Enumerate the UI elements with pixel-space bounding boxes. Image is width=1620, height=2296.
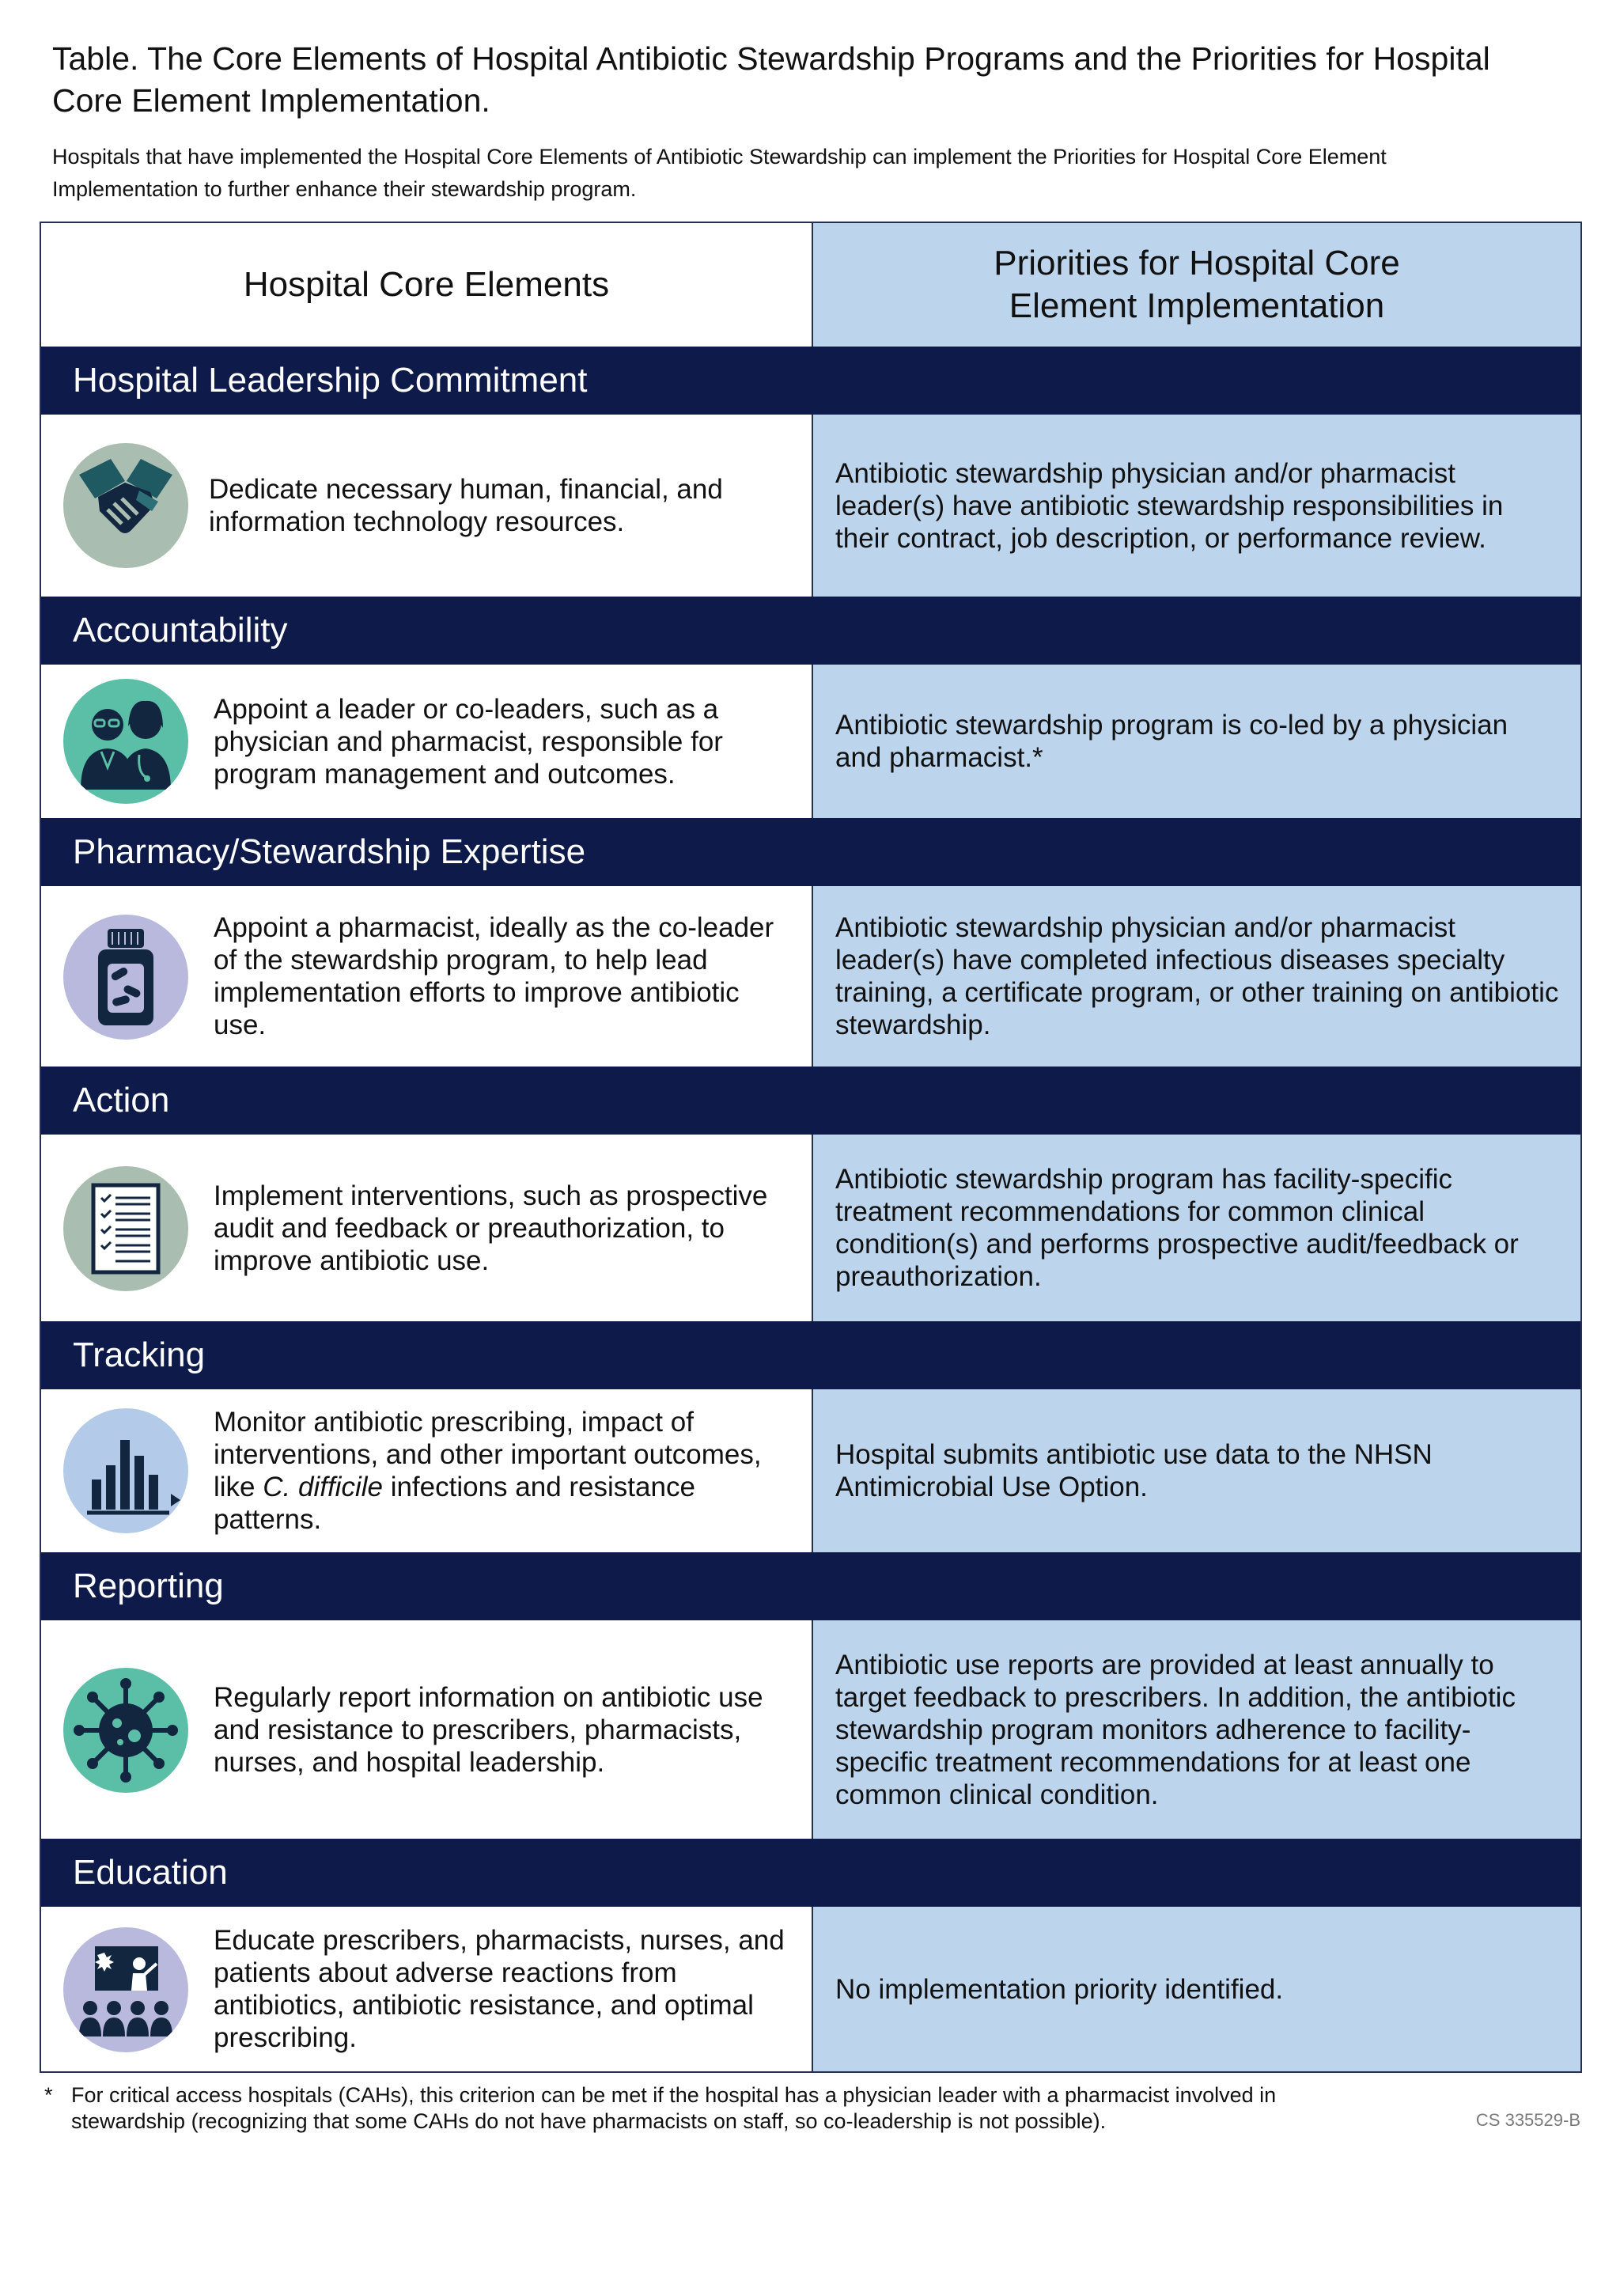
priority-cell-tracking: Hospital submits antibiotic use data to the NHSN Antimicrobial Use Option. [813, 1389, 1580, 1552]
footnote-text: For critical access hospitals (CAHs), this criterion can be met if the hospital has a physician leader with a pharmacist involved in stewardship (recognizing that some CAHs do not have pharmacists on staff, so co-leadership is not possible). [71, 2083, 1277, 2133]
section-heading-leadership: Hospital Leadership Commitment [41, 347, 1580, 415]
element-cell-tracking [41, 1389, 813, 1552]
priority-cell-accountability: Antibiotic stewardship program is co-led by a physician and pharmacist.* [813, 665, 1580, 818]
priority-cell-leadership: Antibiotic stewardship physician and/or pharmacist leader(s) have antibiotic stewardship responsibilities in their contract, job description, or performance review. [813, 415, 1580, 597]
element-text [214, 1389, 797, 1552]
document-code: CS 335529-B [1475, 2110, 1580, 2130]
element-cell-education [41, 1907, 813, 2071]
element-text: Regularly report information on antibiotic use and resistance to prescribers, pharmacists, nurses, and hospital leadership. [214, 1681, 763, 1778]
priority-cell-action: Antibiotic stewardship program has facility-specific treatment recommendations for common clinical condition(s) and performs prospective audit/feedback or preauthorization. [813, 1135, 1580, 1321]
physician-pharmacist-icon [63, 679, 188, 804]
handshake-icon [63, 443, 188, 568]
presentation-audience-icon [63, 1927, 188, 2052]
element-text: Educate prescribers, pharmacists, nurses, and patients about adverse reactions from antibiotics, antibiotic resistance, and optimal prescribing. [214, 1925, 785, 2053]
element-text-part: Monitor antibiotic prescribing, impact of interventions, and other important outcomes, like [214, 1407, 762, 1502]
section-heading-tracking: Tracking [41, 1321, 1580, 1389]
element-cell-leadership [41, 415, 813, 597]
element-cell-accountability [41, 665, 813, 818]
priority-cell-education: No implementation priority identified. [813, 1907, 1580, 2071]
header-priorities: Priorities for Hospital Core Element Implementation [813, 223, 1580, 347]
priority-cell-pharmacy: Antibiotic stewardship physician and/or pharmacist leader(s) have completed infectious diseases specialty training, a certificate program, or other training on antibiotic stewardship. [813, 886, 1580, 1067]
element-text-part: infections and resistance patterns. [214, 1472, 695, 1535]
section-heading-reporting: Reporting [41, 1552, 1580, 1620]
element-cell-reporting [41, 1620, 813, 1839]
pill-bottle-icon [63, 915, 188, 1040]
footnote-marker: * [44, 2083, 53, 2107]
section-heading-accountability: Accountability [41, 597, 1580, 665]
page-subtitle: Hospitals that have implemented the Hospital Core Elements of Antibiotic Stewardship can implement the Priorities for Hospital Core Element Implementation to further enhance their stewardship program. [52, 145, 1387, 201]
bar-chart-icon [63, 1408, 188, 1533]
core-elements-table [40, 222, 1582, 2073]
microbe-icon [63, 1668, 188, 1793]
section-heading-education: Education [41, 1839, 1580, 1907]
element-text: Implement interventions, such as prospective audit and feedback or preauthorization, to improve antibiotic use. [214, 1180, 768, 1276]
element-text: Appoint a pharmacist, ideally as the co-leader of the stewardship program, to help lead implementation efforts to improve antibiotic use. [214, 912, 774, 1040]
priority-cell-reporting: Antibiotic use reports are provided at least annually to target feedback to prescribers. In addition, the antibiotic stewardship program monitors adherence to facility-specific treatment recommendations for at least one common clinical condition. [813, 1620, 1580, 1839]
element-text: Dedicate necessary human, financial, and information technology resources. [209, 474, 723, 537]
section-heading-action: Action [41, 1067, 1580, 1135]
element-cell-pharmacy [41, 886, 813, 1067]
element-cell-action [41, 1135, 813, 1321]
page-title: Table. The Core Elements of Hospital Antibiotic Stewardship Programs and the Priorities for Hospital Core Element Implementation. [52, 40, 1490, 119]
header-hospital-core-elements: Hospital Core Elements [41, 223, 813, 347]
checklist-icon [63, 1166, 188, 1291]
section-heading-pharmacy: Pharmacy/Stewardship Expertise [41, 818, 1580, 886]
element-text: Appoint a leader or co-leaders, such as a physician and pharmacist, responsible for program management and outcomes. [214, 693, 723, 790]
c-difficile-italic: C. difficile [263, 1472, 383, 1502]
